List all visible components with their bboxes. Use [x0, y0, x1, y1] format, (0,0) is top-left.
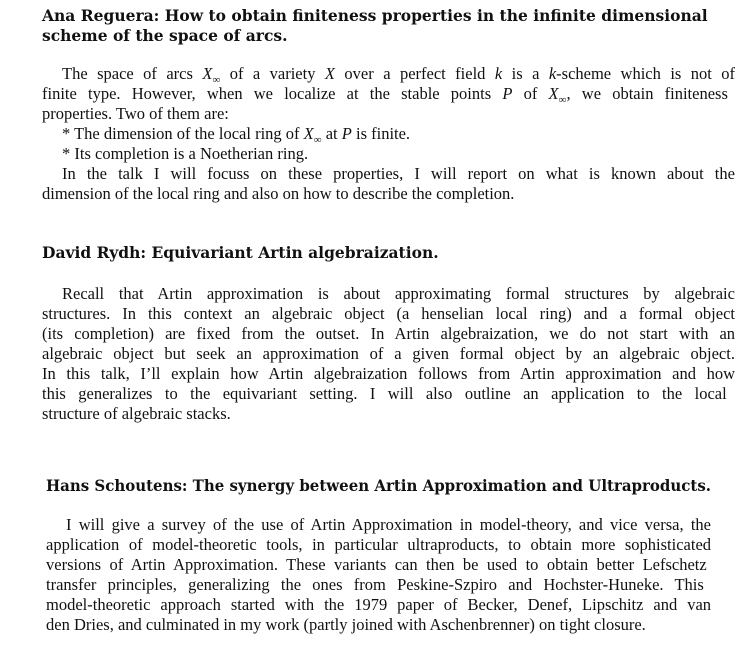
text-run: application of model-theoretic tools, in particular ultraproducts, to obtain more sophisticated: [46, 535, 712, 554]
math-symbol: k: [548, 64, 557, 83]
abstract-body-line: [62, 164, 735, 184]
abstract-body-line: [42, 404, 231, 424]
math-subscript: ∞: [313, 134, 322, 146]
text-run: The space of arcs: [62, 64, 203, 83]
abstract-title-line: Hans Schoutens: The synergy between Artin Approximation and Ultraproducts.: [46, 476, 711, 495]
abstract-body-line: [62, 284, 735, 304]
text-run: In the talk I will focuss on these properties, I will report on what is known about the: [62, 164, 735, 183]
abstract-body-line: [46, 555, 707, 575]
abstract-body-line: [46, 535, 711, 555]
math-symbol: P: [502, 84, 513, 103]
text-run: * The dimension of the local ring of: [62, 124, 304, 143]
text-run: structure of algebraic stacks.: [42, 404, 231, 423]
text-run: In this talk, I’ll explain how Artin algebraization follows from Artin approximation and how: [42, 364, 736, 383]
abstract-body-line: [66, 515, 711, 535]
abstract-body-line: [42, 304, 735, 324]
text-run: * Its completion is a Noetherian ring.: [62, 144, 309, 163]
math-symbol: k: [494, 64, 503, 83]
text-run: Recall that Artin approximation is about approximating formal structures by algebraic: [62, 284, 735, 303]
math-symbol: X: [548, 84, 559, 103]
text-run: is a: [502, 64, 549, 83]
text-run: of a variety: [220, 64, 325, 83]
abstract-body-line: [42, 344, 735, 364]
text-run: algebraic object but seek an approximation of a given formal object by an algebraic object.: [42, 344, 735, 363]
text-run: -scheme which is not of: [556, 64, 736, 83]
abstract-body-line: [42, 324, 735, 344]
text-run: at: [321, 124, 342, 143]
text-run: this generalizes to the equivariant setting. I will also outline an application to the local: [42, 384, 727, 403]
abstract-body-line: [46, 615, 646, 635]
text-run: , we obtain finiteness: [566, 84, 728, 103]
abstract-title-line: David Rydh: Equivariant Artin algebraization.: [42, 243, 439, 262]
abstract-body-line: [46, 595, 711, 615]
abstract-body-line: [42, 384, 727, 404]
abstract-body-line: [42, 184, 514, 204]
text-run: finite type. However, when we localize at the stable points: [42, 84, 503, 103]
text-run: den Dries, and culminated in my work (partly joined with Aschenbrenner) on tight closure.: [46, 615, 646, 634]
abstract-body-line: [62, 124, 410, 146]
abstract-body-line: [62, 64, 735, 86]
text-run: properties. Two of them are:: [42, 104, 229, 123]
text-run: over a perfect field: [335, 64, 495, 83]
text-run: I will give a survey of the use of Artin Approximation in model-theory, and vice versa, the: [66, 515, 711, 534]
math-symbol: X: [303, 124, 314, 143]
text-run: (its completion) are fixed from the outset. In Artin algebraization, we do not start with an: [42, 324, 736, 343]
math-symbol: X: [324, 64, 335, 83]
text-run: is finite.: [351, 124, 411, 143]
abstract-title-line: Ana Reguera: How to obtain finiteness properties in the infinite dimensional: [42, 6, 708, 25]
abstract-body-line: [42, 84, 728, 106]
text-run: structures. In this context an algebraic object (a henselian local ring) and a formal object: [42, 304, 735, 323]
abstract-body-line: [46, 575, 704, 595]
text-run: model-theoretic approach started with the 1979 paper of Becker, Denef, Lipschitz and van: [46, 595, 712, 614]
abstract-title-line: scheme of the space of arcs.: [42, 26, 288, 45]
math-symbol: X: [202, 64, 213, 83]
abstract-body-line: [42, 364, 735, 384]
abstract-body-line: [42, 104, 229, 124]
math-subscript: ∞: [558, 94, 567, 106]
text-run: versions of Artin Approximation. These variants can then be used to obtain better Lefschetz: [46, 555, 707, 574]
text-run: of: [512, 84, 549, 103]
math-symbol: P: [341, 124, 352, 143]
text-run: dimension of the local ring and also on how to describe the completion.: [42, 184, 515, 203]
text-run: transfer principles, generalizing the ones from Peskine-Szpiro and Hochster-Huneke. This: [46, 575, 704, 594]
abstract-body-line: [62, 144, 308, 164]
math-subscript: ∞: [212, 74, 221, 86]
